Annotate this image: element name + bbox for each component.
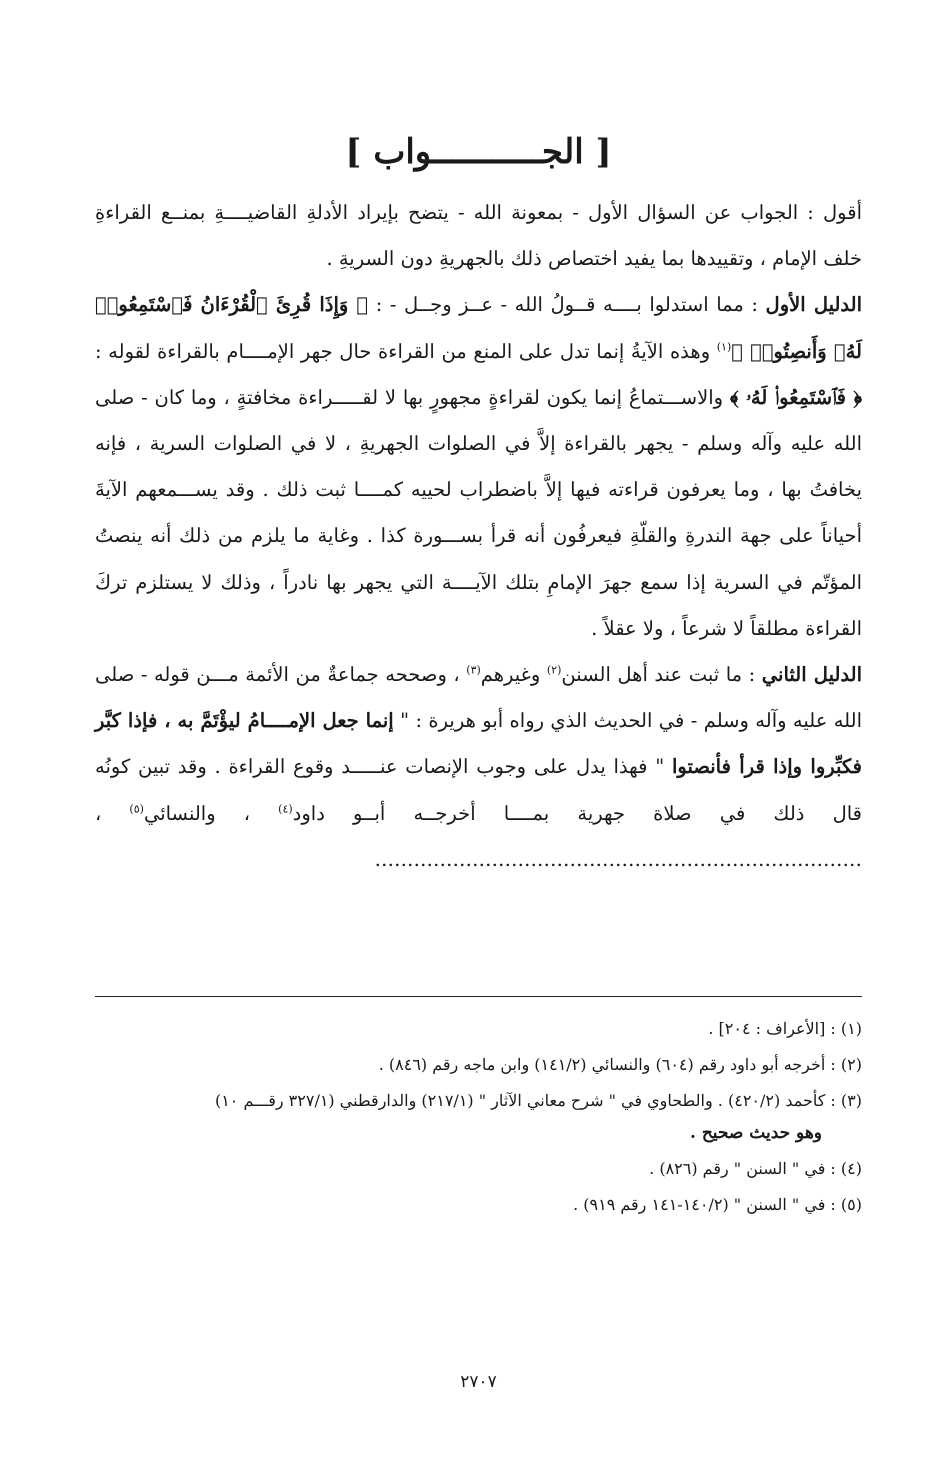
page-number: ٢٧٠٧ xyxy=(460,1372,497,1392)
hadith-text: إنما جعل الإمــــامُ ليؤْتَمَّ به ، فإذا كبَّر فكبِّروا وإذا قرأ فأنصتوا xyxy=(95,709,862,779)
footnote-1: (١) : [الأعراف : ٢٠٤] . xyxy=(708,1019,862,1038)
footnote-ref-4[interactable]: (٤) xyxy=(278,802,293,816)
first-evidence-heading: الدليل الأول xyxy=(765,293,863,317)
second-evidence-intro: : ما ثبت عند أهل السنن xyxy=(561,663,762,687)
second-evidence-body-3: ، xyxy=(95,801,130,825)
footnote-2: (٢) : أخرجه أبو داود رقم (٦٠٤) والنسائي (١٤١/٢) وابن ماجه رقم (٨٤٦) . xyxy=(378,1055,862,1074)
intro-paragraph: أقول : الجواب عن السؤال الأول - بمعونة الله - يتضح بإيراد الأدلةِ القاضيــــةِ بمنــع القراءةِ خلف الإمام ، وتقييدها بما يفيد اختصاص ذلك بالجهريةِ دون السريةِ . xyxy=(95,201,862,271)
second-evidence-body-2: ، والنسائي xyxy=(143,801,279,825)
footnote-3-continuation: وهو حديث صحيح . xyxy=(690,1123,822,1143)
continuation-dots: ………………………………………………………………… xyxy=(374,847,862,871)
footnote-4: (٤) : في " السنن " رقم (٨٢٦) . xyxy=(649,1159,862,1178)
page xyxy=(95,0,862,1482)
footnote-ref-2[interactable]: (٢) xyxy=(546,663,562,677)
second-evidence-intro-2: وغيرهم xyxy=(480,663,547,687)
footnote-ref-3[interactable]: (٣) xyxy=(466,663,481,677)
first-evidence-intro: : مما استدلوا بــــه قــولُ الله - عــز وجــل - : xyxy=(368,293,766,317)
section-title: [ الجـــــــــــواب ] xyxy=(345,132,612,172)
footnotes xyxy=(95,1014,862,1226)
first-evidence-paragraph xyxy=(95,282,862,652)
quran-verse: ﴿ وَإِذَا قُرِئَ ٱلْقُرْءَانُ فَٱسْتَمِعُوا۟ لَهُۥ وَأَنصِتُوا۟ ﴾ xyxy=(95,293,862,363)
footnote-divider xyxy=(95,996,862,997)
second-evidence-heading: الدليل الثاني xyxy=(761,663,862,687)
first-evidence-body: والاســـتماعُ إنما يكون لقراءةٍ مجهورٍ بها لا لقـــــراءة مخافتةٍ ، وما كان - صلى الله عليه وآله وسلم - يجهر بالقراءة إلاَّ في الصلوات الجهريةِ ، لا في الصلوات السرية ، فإنه يخافتُ بها ، وما يعرفون قراءته فيها إلاَّ باضطراب لحييه كمــــا ثبت ذلك . وقد يســـمعهم الآيةَ أحياناً على جهة الندرةِ والقلّةِ فيعرفُون أنه قرأ بســـورة كذا . وغاية ما يلزم من ذلك أنه ينصتُ المؤتّم في السرية إذا سمع جهرَ الإمامِ بتلك الآيــــة التي يجهر بها نادراً ، وذلك لا يستلزم تركَ القراءة مطلقاً لا شرعاً ، ولا عقلاً . xyxy=(95,385,862,640)
main-text xyxy=(95,190,862,883)
second-evidence-paragraph xyxy=(95,652,862,883)
first-evidence-middle: وهذه الآيةُ إنما تدل على المنع من القراءة حال جهر الإمــــام بالقراءة لقوله : xyxy=(95,339,717,363)
footnote-ref-1[interactable]: (١) xyxy=(716,340,732,354)
footnote-3: (٣) : كأحمد (٤٢٠/٢) . والطحاوي في " شرح معاني الآثار " (٢١٧/١) والدارقطني (٣٢٧/١ رقـــم ١٠) xyxy=(214,1091,862,1110)
quran-verse-short: ﴿ فَٱسْتَمِعُوا۟ لَهُۥ ﴾ xyxy=(729,385,862,409)
second-evidence-body: " فهذا يدل على وجوب الإنصات عنـــــد وقوع القراءة . وقد تبين كونُه قال ذلك في صلاة جهرية بمــــا أخرجــه أبــو داود xyxy=(95,755,862,825)
footnote-5: (٥) : في " السنن " (١٤٠/٢-١٤١ رقم ٩١٩) . xyxy=(573,1195,862,1214)
footnote-ref-5[interactable]: (٥) xyxy=(129,802,144,816)
second-evidence-middle: ، وصححه جماعةٌ من الأئمة مـــن قوله - صلى الله عليه وآله وسلم - في الحديث الذي رواه أبو هريرة : " xyxy=(95,663,862,733)
